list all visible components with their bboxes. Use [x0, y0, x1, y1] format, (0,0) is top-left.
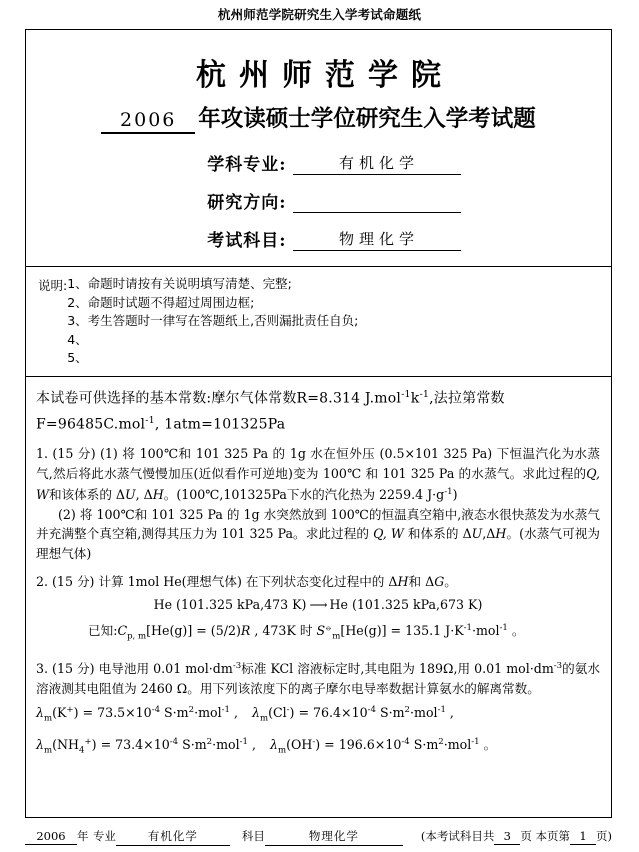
- lambda-species-charge: -: [312, 736, 316, 747]
- q2-cp-R: R: [240, 623, 251, 639]
- q1-tail2: ): [452, 487, 458, 503]
- field-label-major: 学科专业:: [207, 155, 287, 175]
- lambda-unit: S·m: [160, 705, 189, 721]
- lambda-unit-sup2: -1: [239, 736, 248, 747]
- notice-item: 3、考生答题时一律写在答题纸上,否则漏批责任自负;: [67, 313, 359, 328]
- footer-year[interactable]: 2006: [25, 829, 77, 845]
- q3-head-sup1: -3: [232, 661, 242, 672]
- lambda-exp: -4: [169, 736, 179, 747]
- footer-pages-prefix: (本考试科目共: [420, 829, 495, 843]
- q2-s-sup3: -1: [499, 623, 508, 634]
- lambda-eq: = 73.5×10: [78, 705, 152, 721]
- exam-frame: [25, 29, 612, 818]
- question-3-values-row-1: [36, 700, 600, 730]
- lambda-sep: ,: [229, 705, 238, 721]
- footer-pages-suffix: 页): [596, 829, 612, 843]
- lambda-species-close: ): [289, 705, 295, 721]
- q2-sym-H: H: [397, 573, 409, 589]
- field-value-subject[interactable]: 物理化学: [293, 228, 461, 251]
- lambda-unit-sup: 2: [206, 736, 213, 747]
- q1-mid1: 和该体系的 Δ: [48, 487, 126, 503]
- field-label-direction: 研究方向:: [207, 193, 287, 213]
- question-3: [36, 657, 600, 761]
- lambda-unit-tail: ·mol: [212, 736, 240, 752]
- q2-head-b: 和 Δ: [408, 573, 435, 589]
- lambda-unit-tail: ·mol: [410, 705, 438, 721]
- question-3-values-row-2: [36, 732, 600, 762]
- lambda-species-charge: +: [66, 705, 74, 716]
- running-header: 杭州师范学院研究生入学考试命题纸: [217, 7, 422, 22]
- exam-year-field[interactable]: 2006: [101, 109, 195, 134]
- exam-title-line: [26, 101, 611, 134]
- q2-s-sub: m: [332, 632, 341, 643]
- notice-label: 说明:: [38, 278, 68, 293]
- q2-s-body: [He(g)] = 135.1 J·K: [340, 623, 464, 639]
- lambda-species-open: (K: [52, 705, 67, 721]
- q2-cp-sym: C: [117, 623, 128, 639]
- notice-item: 2、命题时试题不得超过周围边框;: [67, 294, 255, 310]
- lambda-species-close: ): [91, 736, 97, 752]
- lambda-sub: m: [43, 745, 53, 756]
- lambda-exp: -4: [367, 705, 376, 716]
- q2-s-sup-standard: ⦵: [325, 623, 333, 634]
- q1-tail1: 。(100℃,101325Pa下水的汽化热为 2259.4 J·g: [163, 487, 445, 503]
- lambda-unit-sup2: -1: [221, 705, 230, 716]
- lambda-species-close: ): [73, 705, 79, 721]
- constants-line1-prefix: 本试卷可供选择的基本常数:摩尔气体常数R=8.314 J.mol: [36, 390, 402, 407]
- question-2: [36, 572, 600, 648]
- lambda-species-open: (Cl: [268, 705, 287, 721]
- q2-known-label: 已知:: [88, 623, 118, 639]
- q3-head-sup2: -3: [553, 661, 563, 672]
- question-2-reaction: [36, 594, 600, 615]
- q2-head-a: 2. (15 分) 计算 1mol He(理想气体) 在下列状态变化过程中的 Δ: [36, 573, 398, 589]
- notice-block: [26, 267, 611, 377]
- lambda-species-close: ): [315, 736, 321, 752]
- lambda-unit-tail: ·mol: [194, 705, 222, 721]
- q3-head-c: 的氨水溶液测其电阻值为 2460 Ω。用下列该浓度下的离子摩尔电导率数据计算氨水的解离常数。: [36, 661, 601, 696]
- field-value-major[interactable]: 有机化学: [293, 152, 461, 175]
- q2-cp-sub: p, m: [127, 632, 147, 643]
- lambda-sub: m: [43, 713, 53, 724]
- lambda-sub: m: [278, 745, 287, 756]
- q2-reaction-left: He (101.325 kPa,473 K): [153, 597, 307, 613]
- q1-sym-U: U: [125, 487, 136, 503]
- question-3-head: [36, 657, 600, 698]
- lambda-sep: 。: [479, 736, 497, 752]
- notice-item: 5、: [67, 350, 88, 365]
- question-2-head: [36, 572, 600, 591]
- lambda-sym: λ: [36, 736, 44, 752]
- lambda-eq: = 76.4×10: [294, 705, 368, 721]
- lambda-unit: S·m: [178, 736, 207, 752]
- q2-sym-G: G: [434, 573, 445, 589]
- field-rows: [26, 150, 611, 264]
- notice-item: 1、命题时请按有关说明填写清楚、完整;: [67, 276, 292, 291]
- title-block: [26, 30, 611, 267]
- footer-subject-label: 科目: [241, 829, 265, 843]
- exam-body: [26, 377, 611, 761]
- lambda-unit-sup2: -1: [471, 736, 480, 747]
- q2-head-c: 。: [444, 573, 457, 589]
- lambda-sym: λ: [36, 705, 44, 721]
- field-label-subject: 考试科目:: [207, 231, 287, 251]
- lambda-unit-sup: 2: [404, 705, 410, 716]
- constants-line1-sup2: -1: [419, 389, 430, 400]
- q1-p2b: 和体系的 Δ: [403, 526, 472, 542]
- constants-line1-suffix: ,法拉第常数: [429, 390, 505, 407]
- constants-line2-suffix: , 1atm=101325Pa: [154, 416, 286, 433]
- lambda-unit-sup: 2: [188, 705, 195, 716]
- lambda-species-open: (OH: [286, 736, 313, 752]
- footer-major-label: 专业: [92, 829, 116, 843]
- notice-item: 4、: [67, 331, 88, 347]
- q2-s-tail: ·mol: [471, 623, 500, 639]
- field-row-direction: [26, 188, 611, 213]
- lambda-eq: = 73.4×10: [96, 736, 170, 752]
- lambda-unit: S·m: [409, 736, 439, 752]
- constants-line2-prefix: F=96485C.mol: [36, 416, 146, 433]
- lambda-unit-sup2: -1: [437, 705, 446, 716]
- lambda-sep: ,: [248, 736, 257, 752]
- lambda-species-count: 4: [79, 745, 85, 756]
- lambda-exp: -4: [401, 736, 410, 747]
- lambda-unit-sup: 2: [438, 736, 444, 747]
- q1-p2a: (2) 将 100℃和 101 325 Pa 的 1g 水突然放到 100℃的恒温真空箱中,液态水很快蒸发为水蒸气并充满整个真空箱,测得其压力为 101 325 Pa。求此过程的: [36, 506, 600, 542]
- question-1-part2: [36, 505, 600, 563]
- footer-year-unit: 年: [77, 829, 89, 843]
- constants-line1-mid: k: [410, 390, 420, 407]
- footer-pages-mid: 页 本页第: [520, 829, 570, 843]
- q2-known-mid: , 473K 时: [250, 623, 317, 639]
- q1-p2d: 。(水蒸气可视为理想气体): [36, 526, 600, 561]
- q1-p2-sym-H: H: [495, 526, 507, 542]
- lambda-exp: -4: [151, 705, 161, 716]
- q3-head-b: 标准 KCl 溶液标定时,其电阻为 189Ω,用 0.01 mol·dm: [241, 661, 554, 677]
- q1-p2-sym-U: U: [471, 526, 483, 542]
- q1-mid2: , Δ: [135, 487, 153, 503]
- q2-s-sup2: -1: [463, 623, 472, 634]
- q1-p2c: ,Δ: [482, 526, 496, 542]
- field-row-major: [26, 150, 611, 175]
- q2-s-sym: S: [316, 623, 326, 639]
- q1-tail-sup: -1: [444, 487, 453, 498]
- lambda-sep: ,: [445, 705, 454, 721]
- footer-subject-value[interactable]: 物理化学: [265, 828, 403, 846]
- page-footer: [25, 828, 612, 846]
- question-1-part1: [36, 444, 600, 504]
- lambda-unit: S·m: [375, 705, 405, 721]
- q1-sym-QW: Q, W: [36, 465, 600, 503]
- footer-pages-total[interactable]: 3: [494, 829, 520, 845]
- footer-page-current[interactable]: 1: [570, 829, 596, 845]
- q2-known-end: 。: [507, 623, 525, 639]
- lambda-species-charge: +: [84, 736, 92, 747]
- constants-line1-sup1: -1: [401, 389, 411, 400]
- constants-block: [36, 384, 600, 435]
- footer-major-value[interactable]: 有机化学: [116, 828, 230, 846]
- reaction-arrow-icon: ⟶: [309, 597, 327, 613]
- q1-head: 1. (15 分) (1) 将 100℃和 101 325 Pa 的 1g 水在恒外压 (0.5×101 325 Pa) 下恒温汽化为水蒸气,然后将此水蒸气慢慢加压(近似看作可逆地)变为 100℃ 和 101 325 Pa 的水蒸气。求此过程的: [36, 446, 600, 481]
- exam-title-text: 年攻读硕士学位研究生入学考试题: [198, 106, 536, 132]
- q2-cp-body: [He(g)] = (5/2): [146, 623, 241, 639]
- q2-reaction-right: He (101.325 kPa,673 K): [329, 597, 483, 613]
- school-name: 杭州师范学院: [196, 58, 454, 93]
- lambda-sym: λ: [251, 705, 260, 721]
- question-1: [36, 444, 600, 563]
- field-value-direction[interactable]: [293, 194, 461, 213]
- field-row-subject: [26, 226, 611, 251]
- lambda-sym: λ: [270, 736, 278, 752]
- lambda-species-charge: -: [286, 705, 290, 716]
- lambda-eq: = 196.6×10: [320, 736, 402, 752]
- notice-list: [67, 275, 358, 368]
- question-2-known: [36, 618, 600, 648]
- lambda-species-open: (NH: [52, 736, 80, 752]
- lambda-unit-tail: ·mol: [443, 736, 472, 752]
- q1-p2-sym-QW: Q, W: [373, 526, 404, 542]
- lambda-sub: m: [259, 713, 269, 724]
- q1-sym-H: H: [152, 487, 164, 503]
- q3-head-a: 3. (15 分) 电导池用 0.01 mol·dm: [36, 661, 233, 677]
- constants-line2-sup: -1: [145, 414, 155, 426]
